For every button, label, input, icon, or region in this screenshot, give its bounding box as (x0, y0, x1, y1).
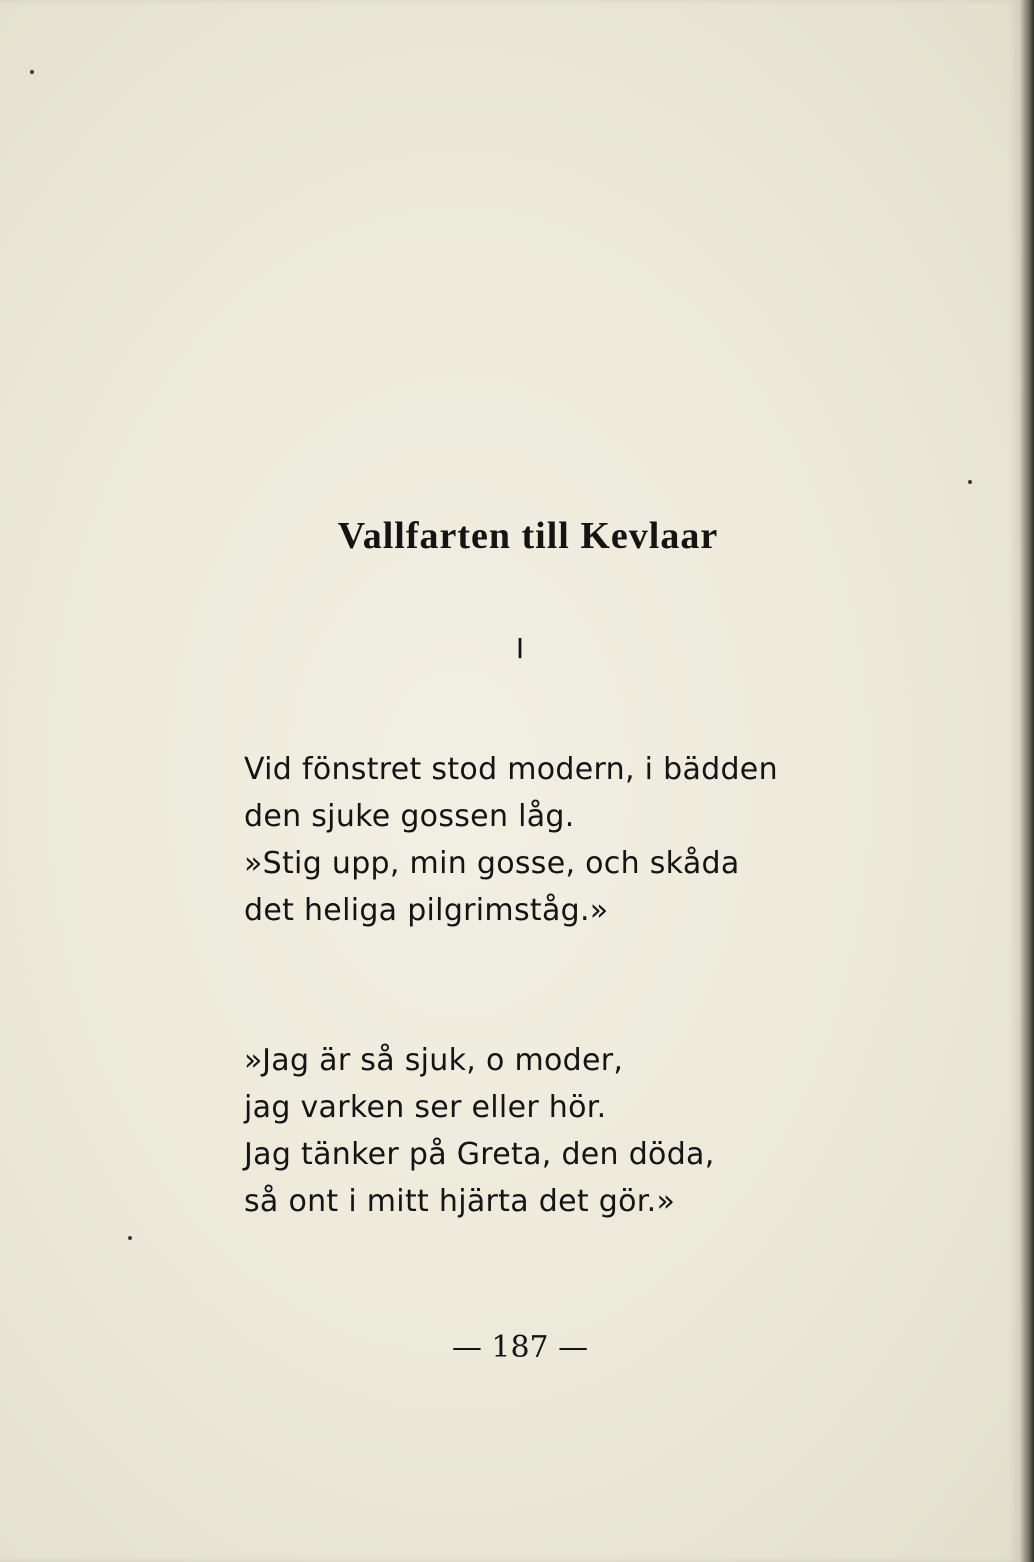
page-number: — 187 — (451, 1330, 589, 1365)
verse-line: »Jag är så sjuk, o moder, (244, 1043, 624, 1078)
verse-line: det heliga pilgrimståg.» (244, 893, 609, 928)
verse-line: jag varken ser eller hör. (244, 1090, 607, 1125)
paper-speck (30, 70, 34, 74)
poem-title: Vallfarten till Kevlaar (337, 515, 719, 557)
paper-speck (968, 480, 972, 484)
stanza-1 (244, 746, 778, 934)
stanza-2 (244, 1037, 715, 1225)
page-edge-shadow (1020, 0, 1034, 1562)
verse-line: den sjuke gossen låg. (244, 799, 575, 834)
verse-line: »Stig upp, min gosse, och skåda (244, 846, 740, 881)
section-numeral: I (515, 632, 525, 665)
verse-line: så ont i mitt hjärta det gör.» (244, 1184, 676, 1219)
verse-line: Vid fönstret stod modern, i bädden (244, 752, 778, 787)
paper-speck (128, 1236, 132, 1240)
verse-line: Jag tänker på Greta, den döda, (244, 1137, 715, 1172)
